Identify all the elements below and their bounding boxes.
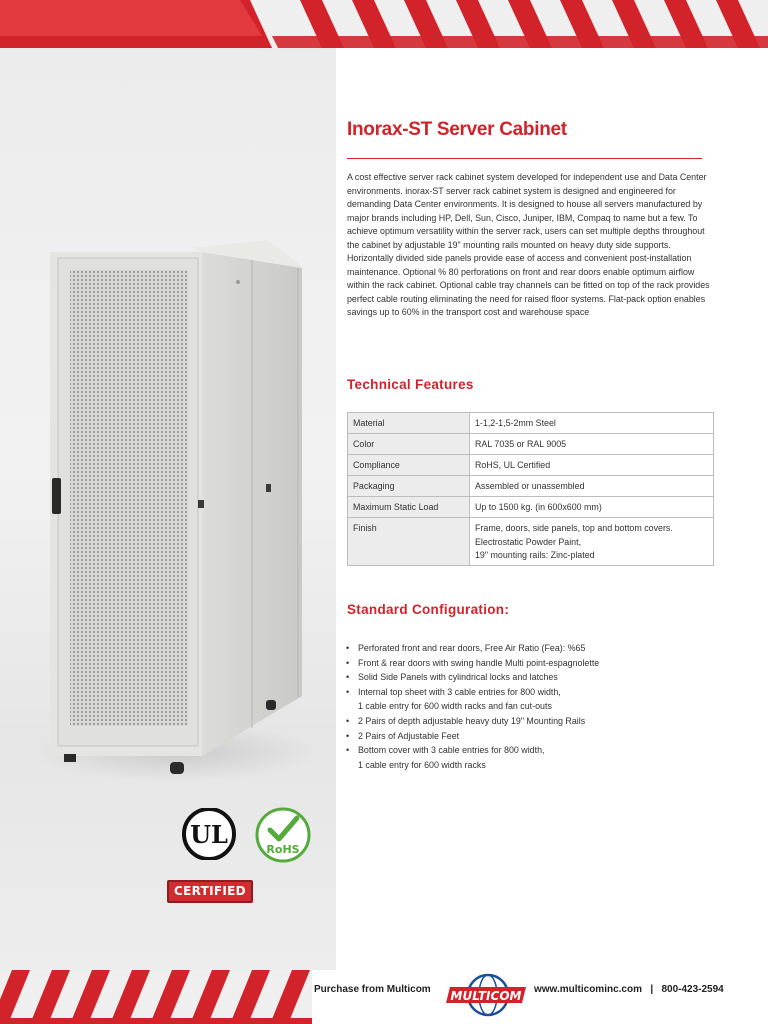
feature-label: Maximum Static Load xyxy=(348,497,470,518)
server-cabinet-image xyxy=(40,238,310,778)
list-item: • Perforated front and rear doors, Free Air Ratio (Fea): %65 xyxy=(346,641,726,656)
list-item: • Bottom cover with 3 cable entries for 800 width, 1 cable entry for 600 width racks xyxy=(346,743,726,772)
multicom-logo-text: MULTICOM xyxy=(450,989,522,1003)
table-row xyxy=(348,518,714,566)
top-decorative-band xyxy=(0,0,768,48)
title-divider xyxy=(347,158,702,159)
technical-features-table xyxy=(347,412,714,566)
table-row xyxy=(348,434,714,455)
table-row xyxy=(348,497,714,518)
feature-label: Compliance xyxy=(348,455,470,476)
product-description: A cost effective server rack cabinet system developed for independent use and Data Center environments. inorax-ST server rack cabinet system is designed and engineered for demanding Data Center environments. It is designed to house all servers manufactured by major brands including HP, Dell, Sun, Cisco, Juniper, IBM, Compaq to name but a few. To achieve optimum versatility within the server rack, users can set multiple depths throughout the cabinet by adjustable 19" mounting rails mounted on heavy duty side supports. Horizontally divided side panels provide ease of access and convenient post-installation maintenance. Optional % 80 perforations on front and rear doors enable optimum airflow within the rack cabinet. Optional cable tray channels can be fitted on top of the rack provides perfect cable routing eliminating the need for raised floor systems. Flat-pack option enables savings up to 60% in the transport cost and warehouse space xyxy=(347,172,710,317)
technical-features-heading: Technical Features xyxy=(347,377,474,392)
feature-value: Up to 1500 kg. (in 600x600 mm) xyxy=(470,497,714,518)
standard-configuration-heading: Standard Configuration: xyxy=(347,602,510,617)
finish-line: 19" mounting rails: Zinc-plated xyxy=(475,550,595,560)
feature-value: RoHS, UL Certified xyxy=(470,455,714,476)
feature-value: 1-1,2-1,5-2mm Steel xyxy=(470,413,714,434)
finish-line: Electrostatic Powder Paint, xyxy=(475,536,582,547)
list-item: • Front & rear doors with swing handle Multi point-espagnolette xyxy=(346,656,726,671)
footer-bar xyxy=(312,970,768,1024)
rohs-logo-text: RoHS xyxy=(266,843,300,856)
feature-value xyxy=(470,518,714,566)
ul-logo-text: UL xyxy=(190,820,228,849)
ul-certification-icon xyxy=(180,808,238,860)
feature-label: Finish xyxy=(348,518,470,566)
list-item: • Internal top sheet with 3 cable entries for 800 width, 1 cable entry for 600 width racks and fan cut-outs xyxy=(346,685,726,714)
finish-line: Frame, doors, side panels, top and bottom covers. xyxy=(475,523,673,533)
page-title: Inorax-ST Server Cabinet xyxy=(347,119,567,140)
rohs-certification-icon xyxy=(254,806,312,864)
list-item: • 2 Pairs of Adjustable Feet xyxy=(346,729,726,744)
table-row xyxy=(348,476,714,497)
multicom-logo-icon xyxy=(446,973,530,1017)
feature-label: Color xyxy=(348,434,470,455)
table-row xyxy=(348,455,714,476)
standard-configuration-list xyxy=(346,641,726,772)
list-item: • 2 Pairs of depth adjustable heavy duty 19" Mounting Rails xyxy=(346,714,726,729)
contact-text: www.multicominc.com | 800-423-2594 xyxy=(534,984,724,995)
certified-badge: CERTIFIED xyxy=(167,880,253,903)
feature-label: Packaging xyxy=(348,476,470,497)
list-item: • Solid Side Panels with cylindrical locks and latches xyxy=(346,670,726,685)
feature-label: Material xyxy=(348,413,470,434)
table-row xyxy=(348,413,714,434)
feature-value: Assembled or unassembled xyxy=(470,476,714,497)
purchase-text: Purchase from Multicom xyxy=(314,984,431,995)
feature-value: RAL 7035 or RAL 9005 xyxy=(470,434,714,455)
